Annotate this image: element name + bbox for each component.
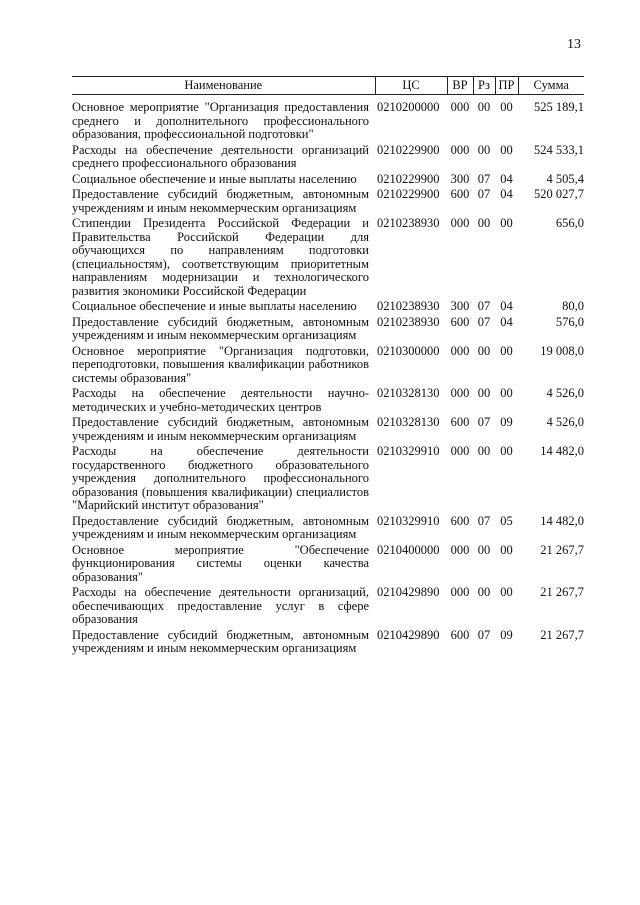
row-name: Основное мероприятие "Организация подготовки, переподготовки, повышения квалификации работников системы образования" [72, 343, 369, 385]
row-vr: 000 [450, 142, 470, 157]
row-sum: 21 267,7 [540, 627, 584, 642]
row-cs: 0210400000 [377, 542, 440, 557]
row-cs: 0210429890 [377, 627, 440, 642]
row-name: Социальное обеспечение и иные выплаты населению [72, 171, 357, 186]
row-pr: 00 [500, 585, 513, 599]
row-sum: 19 008,0 [540, 343, 584, 358]
row-cs: 0210329910 [377, 444, 440, 458]
row-vr: 000 [450, 444, 470, 458]
header-rz: Рз [473, 77, 495, 95]
row-pr: 09 [500, 627, 513, 642]
row-sum: 4 526,0 [546, 386, 584, 400]
row-cs: 0210238930 [377, 299, 440, 313]
row-sum: 4 526,0 [546, 415, 584, 429]
row-cs: 0210328130 [377, 415, 440, 429]
row-sum: 21 267,7 [540, 585, 584, 599]
row-sum: 80,0 [562, 299, 584, 313]
header-sum: Сумма [518, 77, 584, 95]
row-pr: 00 [500, 542, 513, 557]
row-name: Расходы на обеспечение деятельности организаций, обеспечивающих предоставление услуг в сфере образования [72, 585, 369, 626]
row-cs: 0210329910 [377, 513, 440, 528]
table-row [72, 343, 584, 386]
row-rz: 00 [477, 343, 491, 358]
row-vr: 000 [450, 542, 470, 557]
row-pr: 00 [500, 142, 513, 157]
table-row [72, 142, 584, 171]
row-rz: 07 [477, 187, 491, 201]
row-vr: 000 [450, 343, 470, 358]
row-name: Стипендии Президента Российской Федерации и Правительства Российской Федерации для обучающихся по направлениям подготовки (специальностям), соответствующим приоритетным направлениям модернизации и технологического развития экономики Российской Федерации [72, 216, 369, 298]
row-cs: 0210238930 [377, 216, 440, 230]
table-row [72, 385, 584, 414]
row-vr: 600 [450, 513, 470, 528]
row-vr: 000 [450, 386, 470, 400]
row-rz: 00 [477, 386, 491, 400]
row-pr: 04 [500, 187, 513, 201]
row-rz: 00 [477, 585, 491, 599]
row-sum: 14 482,0 [540, 513, 584, 528]
row-name: Расходы на обеспечение деятельности научно-методических и учебно-методических центров [72, 386, 369, 414]
row-rz: 07 [477, 415, 491, 429]
row-pr: 00 [500, 343, 513, 358]
row-pr: 05 [500, 513, 513, 528]
row-name: Основное мероприятие "Организация предоставления среднего и дополнительного профессионального образования, профессиональной подготовки" [72, 100, 369, 141]
row-rz: 07 [477, 513, 491, 528]
row-pr: 04 [500, 314, 513, 329]
table-row [72, 171, 584, 187]
row-cs: 0210200000 [377, 100, 440, 114]
row-pr: 00 [500, 444, 513, 458]
table-row [72, 627, 584, 656]
row-vr: 000 [450, 100, 470, 114]
row-vr: 600 [450, 314, 470, 329]
row-pr: 00 [500, 100, 513, 114]
row-pr: 00 [500, 216, 513, 230]
header-name: Наименование [72, 77, 375, 95]
table-row [72, 513, 584, 542]
row-sum: 525 189,1 [534, 100, 584, 114]
row-sum: 4 505,4 [546, 171, 584, 186]
row-name: Расходы на обеспечение деятельности государственного бюджетного образовательного учреждения дополнительного профессионального образования (повышения квалификации) специалистов "Марийский институт образования" [72, 444, 369, 512]
row-rz: 00 [477, 100, 491, 114]
table-row [72, 314, 584, 343]
table-row [72, 584, 584, 627]
table-row [72, 542, 584, 585]
table-row [72, 414, 584, 443]
header-cs: ЦС [375, 77, 447, 95]
row-name: Предоставление субсидий бюджетным, автономным учреждениям и иным некоммерческим организациям [72, 627, 369, 655]
row-vr: 600 [450, 415, 470, 429]
row-rz: 00 [477, 444, 491, 458]
row-name: Основное мероприятие "Обеспечение функционирования системы оценки качества образования" [72, 542, 369, 584]
table-header [72, 77, 584, 95]
row-pr: 09 [500, 415, 513, 429]
row-cs: 0210229900 [377, 142, 440, 157]
row-name: Предоставление субсидий бюджетным, автономным учреждениям и иным некоммерческим организациям [72, 187, 369, 215]
row-name: Расходы на обеспечение деятельности организаций среднего профессионального образования [72, 142, 369, 170]
table-row [72, 186, 584, 215]
row-vr: 000 [450, 216, 470, 230]
row-vr: 300 [450, 171, 470, 186]
row-name: Предоставление субсидий бюджетным, автономным учреждениям и иным некоммерческим организациям [72, 415, 369, 443]
budget-table [72, 76, 584, 656]
row-sum: 14 482,0 [540, 444, 584, 458]
row-rz: 07 [477, 299, 491, 313]
table-body [72, 95, 584, 656]
row-sum: 576,0 [555, 314, 584, 329]
row-vr: 000 [450, 585, 470, 599]
row-cs: 0210238930 [377, 314, 440, 329]
row-cs: 0210229900 [377, 187, 440, 201]
row-rz: 00 [477, 216, 491, 230]
page-number: 13 [567, 37, 581, 52]
row-vr: 600 [450, 187, 470, 201]
header-pr: ПР [495, 77, 518, 95]
row-cs: 0210300000 [377, 343, 440, 358]
row-rz: 07 [477, 627, 491, 642]
row-cs: 0210328130 [377, 386, 440, 400]
row-name: Предоставление субсидий бюджетным, автономным учреждениям и иным некоммерческим организациям [72, 314, 369, 342]
row-sum: 520 027,7 [534, 187, 584, 201]
row-cs: 0210229900 [377, 171, 440, 186]
table-row [72, 95, 584, 142]
table-row [72, 298, 584, 314]
row-rz: 07 [477, 171, 491, 186]
row-cs: 0210429890 [377, 585, 440, 599]
row-rz: 00 [477, 542, 491, 557]
row-name: Социальное обеспечение и иные выплаты населению [72, 299, 357, 313]
row-vr: 600 [450, 627, 470, 642]
row-vr: 300 [450, 299, 470, 313]
header-row [72, 77, 584, 95]
row-sum: 21 267,7 [540, 542, 584, 557]
row-pr: 04 [500, 299, 513, 313]
row-rz: 00 [477, 142, 491, 157]
header-vr: ВР [447, 77, 473, 95]
table-row [72, 215, 584, 298]
row-name: Предоставление субсидий бюджетным, автономным учреждениям и иным некоммерческим организациям [72, 513, 369, 541]
row-sum: 656,0 [555, 216, 584, 230]
row-pr: 04 [500, 171, 513, 186]
row-sum: 524 533,1 [534, 142, 584, 157]
row-rz: 07 [477, 314, 491, 329]
row-pr: 00 [500, 386, 513, 400]
table-row [72, 443, 584, 513]
